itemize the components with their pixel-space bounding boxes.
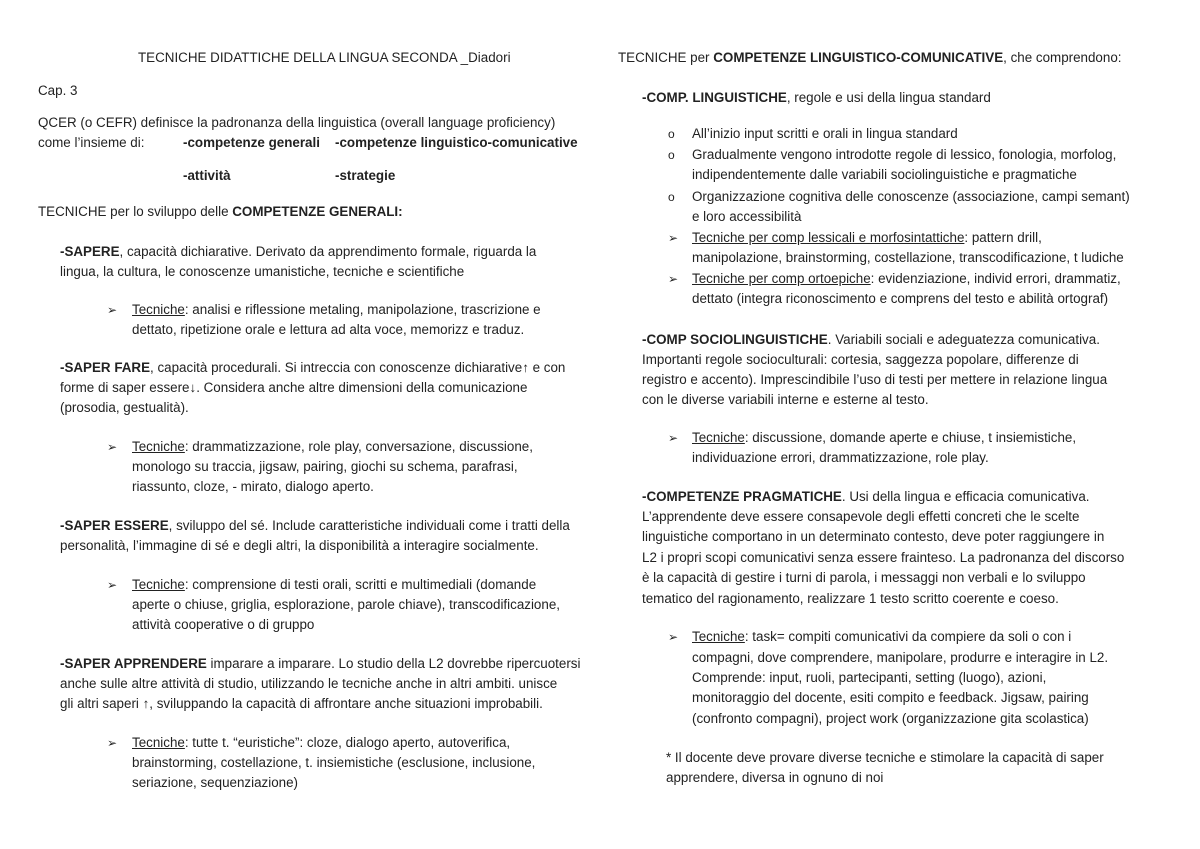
socio-tec-line-1: Tecniche: discussione, domande aperte e chiuse, t insiemistiche,: [692, 430, 1077, 445]
pragm-tec-line-2: compagni, dove comprendere, manipolare, produrre e interagire in L2.: [692, 650, 1109, 665]
comp-ling-tec-2-line-1: Tecniche per comp ortoepiche: evidenziazione, individ errori, drammatiz,: [692, 271, 1121, 286]
saper-essere-tec-line-2: aperte o chiuse, griglia, esplorazione, parole chiave), transcodificazione,: [132, 597, 560, 612]
saper-fare-line-2: forme di saper essere↓. Considera anche altre dimensioni della comunicazione: [60, 380, 528, 395]
saper-fare-tec-line-1: Tecniche: drammatizzazione, role play, conversazione, discussione,: [132, 439, 533, 454]
comp-ling-bullet-2-line-1: Gradualmente vengono introdotte regole di lessico, fonologia, morfolog,: [692, 147, 1117, 162]
saper-apprendere-line-3: gli altri saperi ↑, sviluppando la capacità di affrontare anche situazioni improbabili.: [60, 696, 543, 711]
saper-fare-line-1: -SAPER FARE, capacità procedurali. Si intreccia con conoscenze dichiarative↑ e con: [60, 360, 566, 375]
saper-apprendere-tec-line-2: brainstorming, costellazione, t. insiemistiche (esclusione, inclusione,: [132, 755, 536, 770]
circle-bullet-icon: o: [668, 148, 675, 162]
arrow-bullet-icon: ➢: [668, 272, 679, 286]
pragm-tec-line-3: Comprende: input, ruoli, partecipanti, setting (luogo), azioni,: [692, 670, 1047, 685]
tecniche-label: Tecniche: [132, 439, 185, 454]
sapere-text: , capacità dichiarative. Derivato da apprendimento formale, riguarda la: [119, 244, 537, 259]
sapere-line-1: [60, 242, 536, 262]
saper-fare-tec-line-2: monologo su traccia, jigsaw, pairing, giochi su schema, parafrasi,: [132, 459, 518, 474]
item-competenze-linguistico: -competenze linguistico-comunicative: [335, 135, 578, 150]
pragm-line-6: tematico del ragionamento, realizzare 1 testo scritto coerente e coeso.: [642, 591, 1059, 606]
saper-fare-tec-line-3: riassunto, cloze, - mirato, dialogo aperto.: [132, 479, 374, 494]
document-title: TECNICHE DIDATTICHE DELLA LINGUA SECONDA _Diadori: [138, 50, 511, 65]
saper-essere-line-2: personalità, l’immagine di sé e degli altri, la disponibilità a interagire socialmente.: [60, 538, 539, 553]
socio-line-1: -COMP SOCIOLINGUISTICHE. Variabili sociali e adeguatezza comunicativa.: [642, 332, 1100, 347]
pragm-tec-line-1: Tecniche: task= compiti comunicativi da compiere da soli o con i: [692, 629, 1072, 644]
socio-line-3: registro e accento). Imprescindibile l’uso di testi per mettere in relazione lingua: [642, 372, 1108, 387]
tecniche-label: Tecniche: [132, 735, 185, 750]
note-line-2: apprendere, diversa in ognuno di noi: [666, 770, 884, 785]
sviluppo-bold: COMPETENZE GENERALI:: [232, 204, 403, 219]
comp-ling-heading: -COMP. LINGUISTICHE, regole e usi della lingua standard: [642, 90, 991, 105]
saper-essere-tec-line-1: Tecniche: comprensione di testi orali, scritti e multimediali (domande: [132, 577, 537, 592]
socio-line-4: con le diverse variabili interne e esterne al testo.: [642, 392, 929, 407]
note-line-1: * Il docente deve provare diverse tecniche e stimolare la capacità di saper: [666, 750, 1104, 765]
arrow-bullet-icon: ➢: [668, 630, 679, 644]
comp-ling-bullet-2-line-2: indipendentemente dalle variabili sociolinguistiche e pragmatiche: [692, 167, 1077, 182]
tecniche-label: Tecniche: [132, 577, 185, 592]
sapere-head: -SAPERE: [60, 244, 120, 259]
pragm-tec-line-5: (confronto compagni), project work (organizzazione gita scolastica): [692, 711, 1089, 726]
right-title: TECNICHE per COMPETENZE LINGUISTICO-COMUNICATIVE, che comprendono:: [618, 50, 1122, 65]
saper-apprendere-head: -SAPER APPRENDERE: [60, 656, 207, 671]
saper-fare-head: -SAPER FARE: [60, 360, 151, 375]
saper-apprendere-tec-line-3: seriazione, sequenziazione): [132, 775, 298, 790]
socio-line-2: Importanti regole socioculturali: cortesia, saggezza popolare, differenze di: [642, 352, 1079, 367]
sapere-tec-line-2: dettato, ripetizione orale e lettura ad alta voce, memorizz e traduz.: [132, 322, 525, 337]
comp-ling-bullet-3-line-2: e loro accessibilità: [692, 209, 802, 224]
item-attivita: -attività: [183, 168, 231, 183]
comp-ling-tec-1-line-2: manipolazione, brainstorming, costellazione, transcodificazione, t ludiche: [692, 250, 1124, 265]
arrow-bullet-icon: ➢: [107, 303, 118, 317]
saper-essere-line-1: -SAPER ESSERE, sviluppo del sé. Include caratteristiche individuali come i tratti della: [60, 518, 570, 533]
arrow-bullet-icon: ➢: [107, 440, 118, 454]
socio-tec-line-2: individuazione errori, drammatizzazione, role play.: [692, 450, 989, 465]
pragm-line-3: linguistiche comportano in un determinato contesto, deve poter raggiungere in: [642, 529, 1105, 544]
saper-essere-head: -SAPER ESSERE: [60, 518, 169, 533]
comp-ling-tec-2-line-2: dettato (integra riconoscimento e comprens del testo e abilità ortograf): [692, 291, 1109, 306]
arrow-bullet-icon: ➢: [107, 736, 118, 750]
pragm-line-1: -COMPETENZE PRAGMATICHE. Usi della lingua e efficacia comunicativa.: [642, 489, 1090, 504]
arrow-bullet-icon: ➢: [668, 231, 679, 245]
saper-fare-line-3: (prosodia, gestualità).: [60, 400, 189, 415]
arrow-bullet-icon: ➢: [668, 431, 679, 445]
circle-bullet-icon: o: [668, 127, 675, 141]
sapere-line-2: lingua, la cultura, le conoscenze umanistiche, tecniche e scientifiche: [60, 264, 465, 279]
sapere-tec-line-1: Tecniche: analisi e riflessione metaling, manipolazione, trascrizione e: [132, 302, 541, 317]
saper-apprendere-line-1: -SAPER APPRENDERE imparare a imparare. Lo studio della L2 dovrebbe ripercuotersi: [60, 656, 581, 671]
qcer-line-2: come l’insieme di:: [38, 135, 145, 150]
pragm-line-4: L2 i propri scopi comunicativi senza essere frainteso. La padronanza del discorso: [642, 550, 1125, 565]
saper-essere-tec-line-3: attività cooperative o di gruppo: [132, 617, 315, 632]
sviluppo-prefix: TECNICHE per lo sviluppo delle: [38, 204, 233, 219]
qcer-line-1: QCER (o CEFR) definisce la padronanza della linguistica (overall language proficiency): [38, 115, 556, 130]
saper-apprendere-line-2: anche sulle altre attività di studio, utilizzando le tecniche anche in altri ambiti. unisce: [60, 676, 558, 691]
comp-ling-bullet-1: All’inizio input scritti e orali in lingua standard: [692, 126, 958, 141]
circle-bullet-icon: o: [668, 190, 675, 204]
tecniche-label: Tecniche: [132, 302, 185, 317]
arrow-bullet-icon: ➢: [107, 578, 118, 592]
pragm-line-5: è la capacità di gestire i turni di parola, i messaggi non verbali e lo sviluppo: [642, 570, 1086, 585]
comp-ling-tec-1-line-1: Tecniche per comp lessicali e morfosintattiche: pattern drill,: [692, 230, 1042, 245]
pragm-tec-line-4: monitoraggio del docente, esiti compito e feedback. Jigsaw, pairing: [692, 690, 1089, 705]
comp-ling-bullet-3-line-1: Organizzazione cognitiva delle conoscenze (associazione, campi semant): [692, 189, 1130, 204]
chapter-label: Cap. 3: [38, 83, 78, 98]
saper-apprendere-tec-line-1: Tecniche: tutte t. “euristiche”: cloze, dialogo aperto, autoverifica,: [132, 735, 511, 750]
item-strategie: -strategie: [335, 168, 396, 183]
item-competenze-generali: -competenze generali: [183, 135, 320, 150]
pragm-line-2: L’apprendente deve essere consapevole degli effetti concreti che le scelte: [642, 509, 1080, 524]
sviluppo-heading: [38, 202, 403, 222]
